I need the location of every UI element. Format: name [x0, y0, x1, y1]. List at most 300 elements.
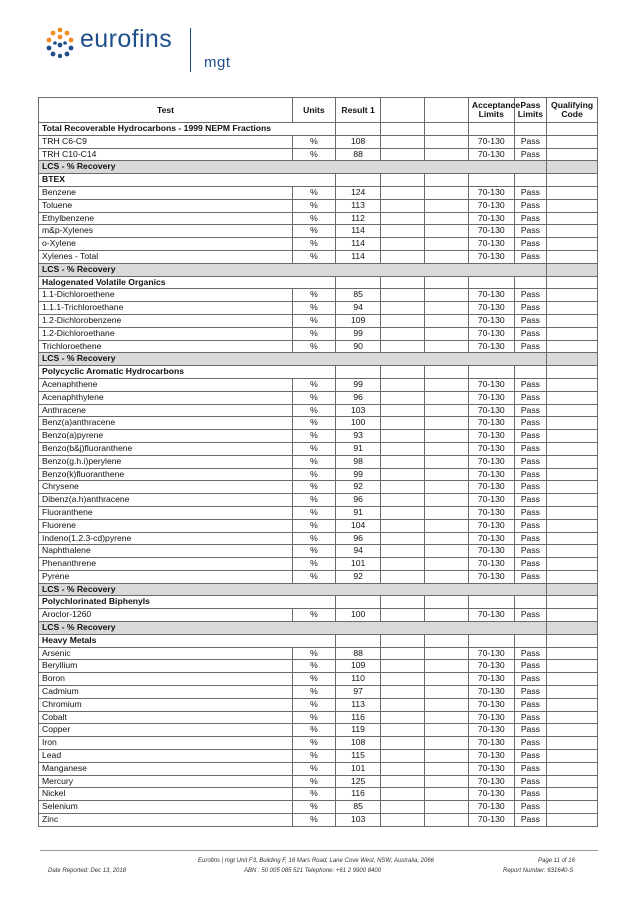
- empty-cell: [425, 711, 469, 724]
- pass-cell: Pass: [514, 289, 547, 302]
- empty-cell: [381, 532, 425, 545]
- empty-cell: [381, 123, 425, 136]
- acceptance-limits-cell: 70-130: [468, 545, 514, 558]
- table-row: [39, 660, 598, 673]
- empty-cell: [425, 340, 469, 353]
- empty-cell: [381, 647, 425, 660]
- pass-cell: Pass: [514, 468, 547, 481]
- test-name-cell: Indeno(1.2.3-cd)pyrene: [39, 532, 293, 545]
- test-name-cell: Fluoranthene: [39, 506, 293, 519]
- result-cell: 98: [335, 455, 381, 468]
- col-header-extra-1: [381, 98, 425, 123]
- test-name-cell: Benzo(k)fluoranthene: [39, 468, 293, 481]
- pass-cell: Pass: [514, 558, 547, 571]
- units-cell: %: [293, 289, 336, 302]
- empty-cell: [425, 558, 469, 571]
- empty-cell: [425, 378, 469, 391]
- result-cell: 125: [335, 775, 381, 788]
- table-row: [39, 788, 598, 801]
- units-cell: %: [293, 698, 336, 711]
- empty-cell: [381, 455, 425, 468]
- empty-cell: [381, 558, 425, 571]
- test-name-cell: Iron: [39, 737, 293, 750]
- empty-cell: [547, 634, 598, 647]
- empty-cell: [381, 289, 425, 302]
- empty-cell: [381, 148, 425, 161]
- empty-cell: [381, 519, 425, 532]
- pass-cell: Pass: [514, 609, 547, 622]
- table-row: [39, 673, 598, 686]
- empty-cell: [425, 634, 469, 647]
- pass-cell: Pass: [514, 442, 547, 455]
- units-cell: %: [293, 801, 336, 814]
- section-header-row: [39, 622, 598, 635]
- units-cell: %: [293, 468, 336, 481]
- table-row: [39, 455, 598, 468]
- col-header-acceptance-limits: Acceptance Limits: [468, 98, 514, 123]
- result-cell: 116: [335, 711, 381, 724]
- acceptance-limits-cell: 70-130: [468, 186, 514, 199]
- test-name-cell: Trichloroethene: [39, 340, 293, 353]
- units-cell: %: [293, 340, 336, 353]
- empty-cell: [425, 238, 469, 251]
- subsection-title: Polycyclic Aromatic Hydrocarbons: [39, 366, 336, 379]
- empty-cell: [335, 634, 381, 647]
- acceptance-limits-cell: 70-130: [468, 673, 514, 686]
- section-header-row: [39, 161, 598, 174]
- units-cell: %: [293, 762, 336, 775]
- table-row: [39, 199, 598, 212]
- test-name-cell: Ethylbenzene: [39, 212, 293, 225]
- result-cell: 124: [335, 186, 381, 199]
- brand-sub: mgt: [204, 54, 231, 71]
- table-row: [39, 814, 598, 827]
- pass-cell: Pass: [514, 314, 547, 327]
- results-table: [38, 97, 598, 827]
- result-cell: 101: [335, 762, 381, 775]
- table-row: [39, 238, 598, 251]
- empty-cell: [381, 570, 425, 583]
- empty-cell: [381, 378, 425, 391]
- empty-cell: [381, 494, 425, 507]
- acceptance-limits-cell: 70-130: [468, 340, 514, 353]
- empty-cell: [514, 123, 547, 136]
- col-header-pass-limits: Pass Limits: [514, 98, 547, 123]
- empty-cell: [547, 161, 598, 174]
- units-cell: %: [293, 199, 336, 212]
- empty-cell: [381, 468, 425, 481]
- units-cell: %: [293, 570, 336, 583]
- units-cell: %: [293, 327, 336, 340]
- acceptance-limits-cell: 70-130: [468, 570, 514, 583]
- empty-cell: [425, 276, 469, 289]
- table-row: [39, 737, 598, 750]
- empty-cell: [425, 417, 469, 430]
- units-cell: %: [293, 494, 336, 507]
- qualifying-code-cell: [547, 430, 598, 443]
- qualifying-code-cell: [547, 506, 598, 519]
- empty-cell: [335, 123, 381, 136]
- test-name-cell: 1.2-Dichlorobenzene: [39, 314, 293, 327]
- units-cell: %: [293, 686, 336, 699]
- result-cell: 93: [335, 430, 381, 443]
- empty-cell: [425, 123, 469, 136]
- units-cell: %: [293, 391, 336, 404]
- empty-cell: [381, 750, 425, 763]
- test-name-cell: Naphthalene: [39, 545, 293, 558]
- result-cell: 96: [335, 494, 381, 507]
- units-cell: %: [293, 442, 336, 455]
- qualifying-code-cell: [547, 148, 598, 161]
- footer-abn: ABN : 50 005 085 521 Telephone: +61 2 9900 8400: [244, 868, 382, 874]
- test-name-cell: Cadmium: [39, 686, 293, 699]
- qualifying-code-cell: [547, 698, 598, 711]
- units-cell: %: [293, 186, 336, 199]
- empty-cell: [381, 788, 425, 801]
- subsection-header-row: [39, 634, 598, 647]
- section-title: LCS - % Recovery: [39, 622, 547, 635]
- empty-cell: [468, 366, 514, 379]
- logo-divider: [190, 28, 191, 72]
- results-body: [39, 123, 598, 827]
- empty-cell: [335, 174, 381, 187]
- col-header-result: Result 1: [335, 98, 381, 123]
- empty-cell: [425, 609, 469, 622]
- result-cell: 99: [335, 327, 381, 340]
- result-cell: 94: [335, 545, 381, 558]
- units-cell: %: [293, 302, 336, 315]
- test-name-cell: Nickel: [39, 788, 293, 801]
- empty-cell: [381, 442, 425, 455]
- empty-cell: [514, 276, 547, 289]
- table-row: [39, 378, 598, 391]
- qualifying-code-cell: [547, 327, 598, 340]
- table-row: [39, 686, 598, 699]
- table-row: [39, 212, 598, 225]
- empty-cell: [381, 762, 425, 775]
- acceptance-limits-cell: 70-130: [468, 724, 514, 737]
- footer-report-number: Report Number: 631640-S: [503, 868, 574, 874]
- test-name-cell: Zinc: [39, 814, 293, 827]
- table-row: [39, 442, 598, 455]
- empty-cell: [425, 506, 469, 519]
- acceptance-limits-cell: 70-130: [468, 212, 514, 225]
- acceptance-limits-cell: 70-130: [468, 801, 514, 814]
- empty-cell: [381, 814, 425, 827]
- result-cell: 97: [335, 686, 381, 699]
- pass-cell: Pass: [514, 391, 547, 404]
- empty-cell: [468, 123, 514, 136]
- acceptance-limits-cell: 70-130: [468, 762, 514, 775]
- acceptance-limits-cell: 70-130: [468, 686, 514, 699]
- empty-cell: [381, 404, 425, 417]
- acceptance-limits-cell: 70-130: [468, 519, 514, 532]
- table-row: [39, 135, 598, 148]
- empty-cell: [547, 263, 598, 276]
- table-row: [39, 558, 598, 571]
- test-name-cell: 1.1-Dichloroethene: [39, 289, 293, 302]
- test-name-cell: TRH C10-C14: [39, 148, 293, 161]
- empty-cell: [425, 314, 469, 327]
- pass-cell: Pass: [514, 673, 547, 686]
- pass-cell: Pass: [514, 532, 547, 545]
- result-cell: 100: [335, 609, 381, 622]
- units-cell: %: [293, 814, 336, 827]
- qualifying-code-cell: [547, 468, 598, 481]
- pass-cell: Pass: [514, 481, 547, 494]
- empty-cell: [381, 737, 425, 750]
- pass-cell: Pass: [514, 762, 547, 775]
- result-cell: 115: [335, 750, 381, 763]
- empty-cell: [425, 148, 469, 161]
- test-name-cell: Manganese: [39, 762, 293, 775]
- acceptance-limits-cell: 70-130: [468, 698, 514, 711]
- empty-cell: [381, 186, 425, 199]
- pass-cell: Pass: [514, 686, 547, 699]
- empty-cell: [381, 314, 425, 327]
- qualifying-code-cell: [547, 609, 598, 622]
- units-cell: %: [293, 212, 336, 225]
- acceptance-limits-cell: 70-130: [468, 711, 514, 724]
- empty-cell: [381, 199, 425, 212]
- table-row: [39, 430, 598, 443]
- result-cell: 88: [335, 148, 381, 161]
- qualifying-code-cell: [547, 750, 598, 763]
- qualifying-code-cell: [547, 519, 598, 532]
- empty-cell: [425, 788, 469, 801]
- empty-cell: [425, 724, 469, 737]
- pass-cell: Pass: [514, 801, 547, 814]
- subsection-header-row: [39, 174, 598, 187]
- result-cell: 109: [335, 660, 381, 673]
- qualifying-code-cell: [547, 417, 598, 430]
- empty-cell: [381, 634, 425, 647]
- empty-cell: [425, 186, 469, 199]
- section-header-row: [39, 583, 598, 596]
- result-cell: 114: [335, 225, 381, 238]
- table-row: [39, 519, 598, 532]
- empty-cell: [381, 391, 425, 404]
- empty-cell: [381, 250, 425, 263]
- units-cell: %: [293, 378, 336, 391]
- empty-cell: [425, 199, 469, 212]
- table-row: [39, 762, 598, 775]
- empty-cell: [514, 366, 547, 379]
- qualifying-code-cell: [547, 673, 598, 686]
- empty-cell: [425, 302, 469, 315]
- acceptance-limits-cell: 70-130: [468, 314, 514, 327]
- empty-cell: [425, 404, 469, 417]
- footer-address: Eurofins | mgt Unit F3, Building F, 16 Mars Road, Lane Cove West, NSW, Australia, 2066: [198, 858, 434, 864]
- units-cell: %: [293, 750, 336, 763]
- acceptance-limits-cell: 70-130: [468, 225, 514, 238]
- qualifying-code-cell: [547, 711, 598, 724]
- test-name-cell: Cobalt: [39, 711, 293, 724]
- qualifying-code-cell: [547, 545, 598, 558]
- empty-cell: [514, 596, 547, 609]
- section-header-row: [39, 353, 598, 366]
- pass-cell: Pass: [514, 186, 547, 199]
- empty-cell: [425, 660, 469, 673]
- empty-cell: [381, 545, 425, 558]
- empty-cell: [425, 494, 469, 507]
- acceptance-limits-cell: 70-130: [468, 506, 514, 519]
- result-cell: 116: [335, 788, 381, 801]
- result-cell: 91: [335, 506, 381, 519]
- empty-cell: [425, 225, 469, 238]
- empty-cell: [381, 506, 425, 519]
- empty-cell: [425, 596, 469, 609]
- empty-cell: [381, 135, 425, 148]
- acceptance-limits-cell: 70-130: [468, 737, 514, 750]
- table-row: [39, 775, 598, 788]
- empty-cell: [381, 724, 425, 737]
- test-name-cell: Pyrene: [39, 570, 293, 583]
- qualifying-code-cell: [547, 238, 598, 251]
- empty-cell: [514, 174, 547, 187]
- pass-cell: Pass: [514, 698, 547, 711]
- empty-cell: [425, 545, 469, 558]
- empty-cell: [425, 289, 469, 302]
- empty-cell: [425, 801, 469, 814]
- empty-cell: [468, 634, 514, 647]
- table-row: [39, 225, 598, 238]
- empty-cell: [381, 327, 425, 340]
- test-name-cell: Toluene: [39, 199, 293, 212]
- empty-cell: [425, 673, 469, 686]
- pass-cell: Pass: [514, 250, 547, 263]
- empty-cell: [381, 174, 425, 187]
- empty-cell: [425, 762, 469, 775]
- empty-cell: [381, 340, 425, 353]
- units-cell: %: [293, 238, 336, 251]
- test-name-cell: Benzo(a)pyrene: [39, 430, 293, 443]
- result-cell: 103: [335, 404, 381, 417]
- empty-cell: [468, 596, 514, 609]
- subsection-title: Polychlorinated Biphenyls: [39, 596, 336, 609]
- test-name-cell: Benz(a)anthracene: [39, 417, 293, 430]
- table-row: [39, 724, 598, 737]
- result-cell: 88: [335, 647, 381, 660]
- table-row: [39, 250, 598, 263]
- table-row: [39, 327, 598, 340]
- acceptance-limits-cell: 70-130: [468, 148, 514, 161]
- pass-cell: Pass: [514, 148, 547, 161]
- units-cell: %: [293, 225, 336, 238]
- table-header-row: [39, 98, 598, 123]
- units-cell: %: [293, 314, 336, 327]
- test-name-cell: Chrysene: [39, 481, 293, 494]
- result-cell: 101: [335, 558, 381, 571]
- acceptance-limits-cell: 70-130: [468, 199, 514, 212]
- result-cell: 99: [335, 468, 381, 481]
- empty-cell: [425, 737, 469, 750]
- table-row: [39, 494, 598, 507]
- pass-cell: Pass: [514, 378, 547, 391]
- table-row: [39, 314, 598, 327]
- pass-cell: Pass: [514, 404, 547, 417]
- empty-cell: [425, 519, 469, 532]
- pass-cell: Pass: [514, 711, 547, 724]
- qualifying-code-cell: [547, 455, 598, 468]
- result-cell: 109: [335, 314, 381, 327]
- subsection-title: Halogenated Volatile Organics: [39, 276, 336, 289]
- result-cell: 94: [335, 302, 381, 315]
- table-row: [39, 148, 598, 161]
- acceptance-limits-cell: 70-130: [468, 609, 514, 622]
- result-cell: 96: [335, 532, 381, 545]
- acceptance-limits-cell: 70-130: [468, 238, 514, 251]
- units-cell: %: [293, 430, 336, 443]
- test-name-cell: Acenaphthene: [39, 378, 293, 391]
- empty-cell: [425, 430, 469, 443]
- qualifying-code-cell: [547, 494, 598, 507]
- qualifying-code-cell: [547, 762, 598, 775]
- test-name-cell: 1.1.1-Trichloroethane: [39, 302, 293, 315]
- qualifying-code-cell: [547, 647, 598, 660]
- empty-cell: [547, 276, 598, 289]
- empty-cell: [425, 814, 469, 827]
- empty-cell: [425, 327, 469, 340]
- result-cell: 103: [335, 814, 381, 827]
- empty-cell: [381, 660, 425, 673]
- eurofins-dots-icon: [44, 27, 76, 59]
- empty-cell: [381, 430, 425, 443]
- subsection-header-row: [39, 596, 598, 609]
- result-cell: 85: [335, 289, 381, 302]
- units-cell: %: [293, 711, 336, 724]
- acceptance-limits-cell: 70-130: [468, 775, 514, 788]
- test-name-cell: Xylenes - Total: [39, 250, 293, 263]
- empty-cell: [425, 481, 469, 494]
- empty-cell: [381, 417, 425, 430]
- acceptance-limits-cell: 70-130: [468, 788, 514, 801]
- empty-cell: [425, 775, 469, 788]
- acceptance-limits-cell: 70-130: [468, 430, 514, 443]
- col-header-units: Units: [293, 98, 336, 123]
- test-name-cell: 1.2-Dichloroethane: [39, 327, 293, 340]
- qualifying-code-cell: [547, 724, 598, 737]
- units-cell: %: [293, 647, 336, 660]
- empty-cell: [381, 775, 425, 788]
- pass-cell: Pass: [514, 775, 547, 788]
- empty-cell: [381, 711, 425, 724]
- empty-cell: [425, 570, 469, 583]
- table-row: [39, 750, 598, 763]
- test-name-cell: Anthracene: [39, 404, 293, 417]
- pass-cell: Pass: [514, 238, 547, 251]
- pass-cell: Pass: [514, 494, 547, 507]
- result-cell: 99: [335, 378, 381, 391]
- pass-cell: Pass: [514, 455, 547, 468]
- result-cell: 91: [335, 442, 381, 455]
- pass-cell: Pass: [514, 199, 547, 212]
- section-title: LCS - % Recovery: [39, 583, 547, 596]
- empty-cell: [547, 583, 598, 596]
- acceptance-limits-cell: 70-130: [468, 289, 514, 302]
- pass-cell: Pass: [514, 225, 547, 238]
- brand-name: eurofins: [80, 25, 173, 53]
- pass-cell: Pass: [514, 660, 547, 673]
- units-cell: %: [293, 506, 336, 519]
- acceptance-limits-cell: 70-130: [468, 660, 514, 673]
- empty-cell: [335, 366, 381, 379]
- empty-cell: [381, 596, 425, 609]
- qualifying-code-cell: [547, 186, 598, 199]
- qualifying-code-cell: [547, 570, 598, 583]
- pass-cell: Pass: [514, 545, 547, 558]
- result-cell: 113: [335, 199, 381, 212]
